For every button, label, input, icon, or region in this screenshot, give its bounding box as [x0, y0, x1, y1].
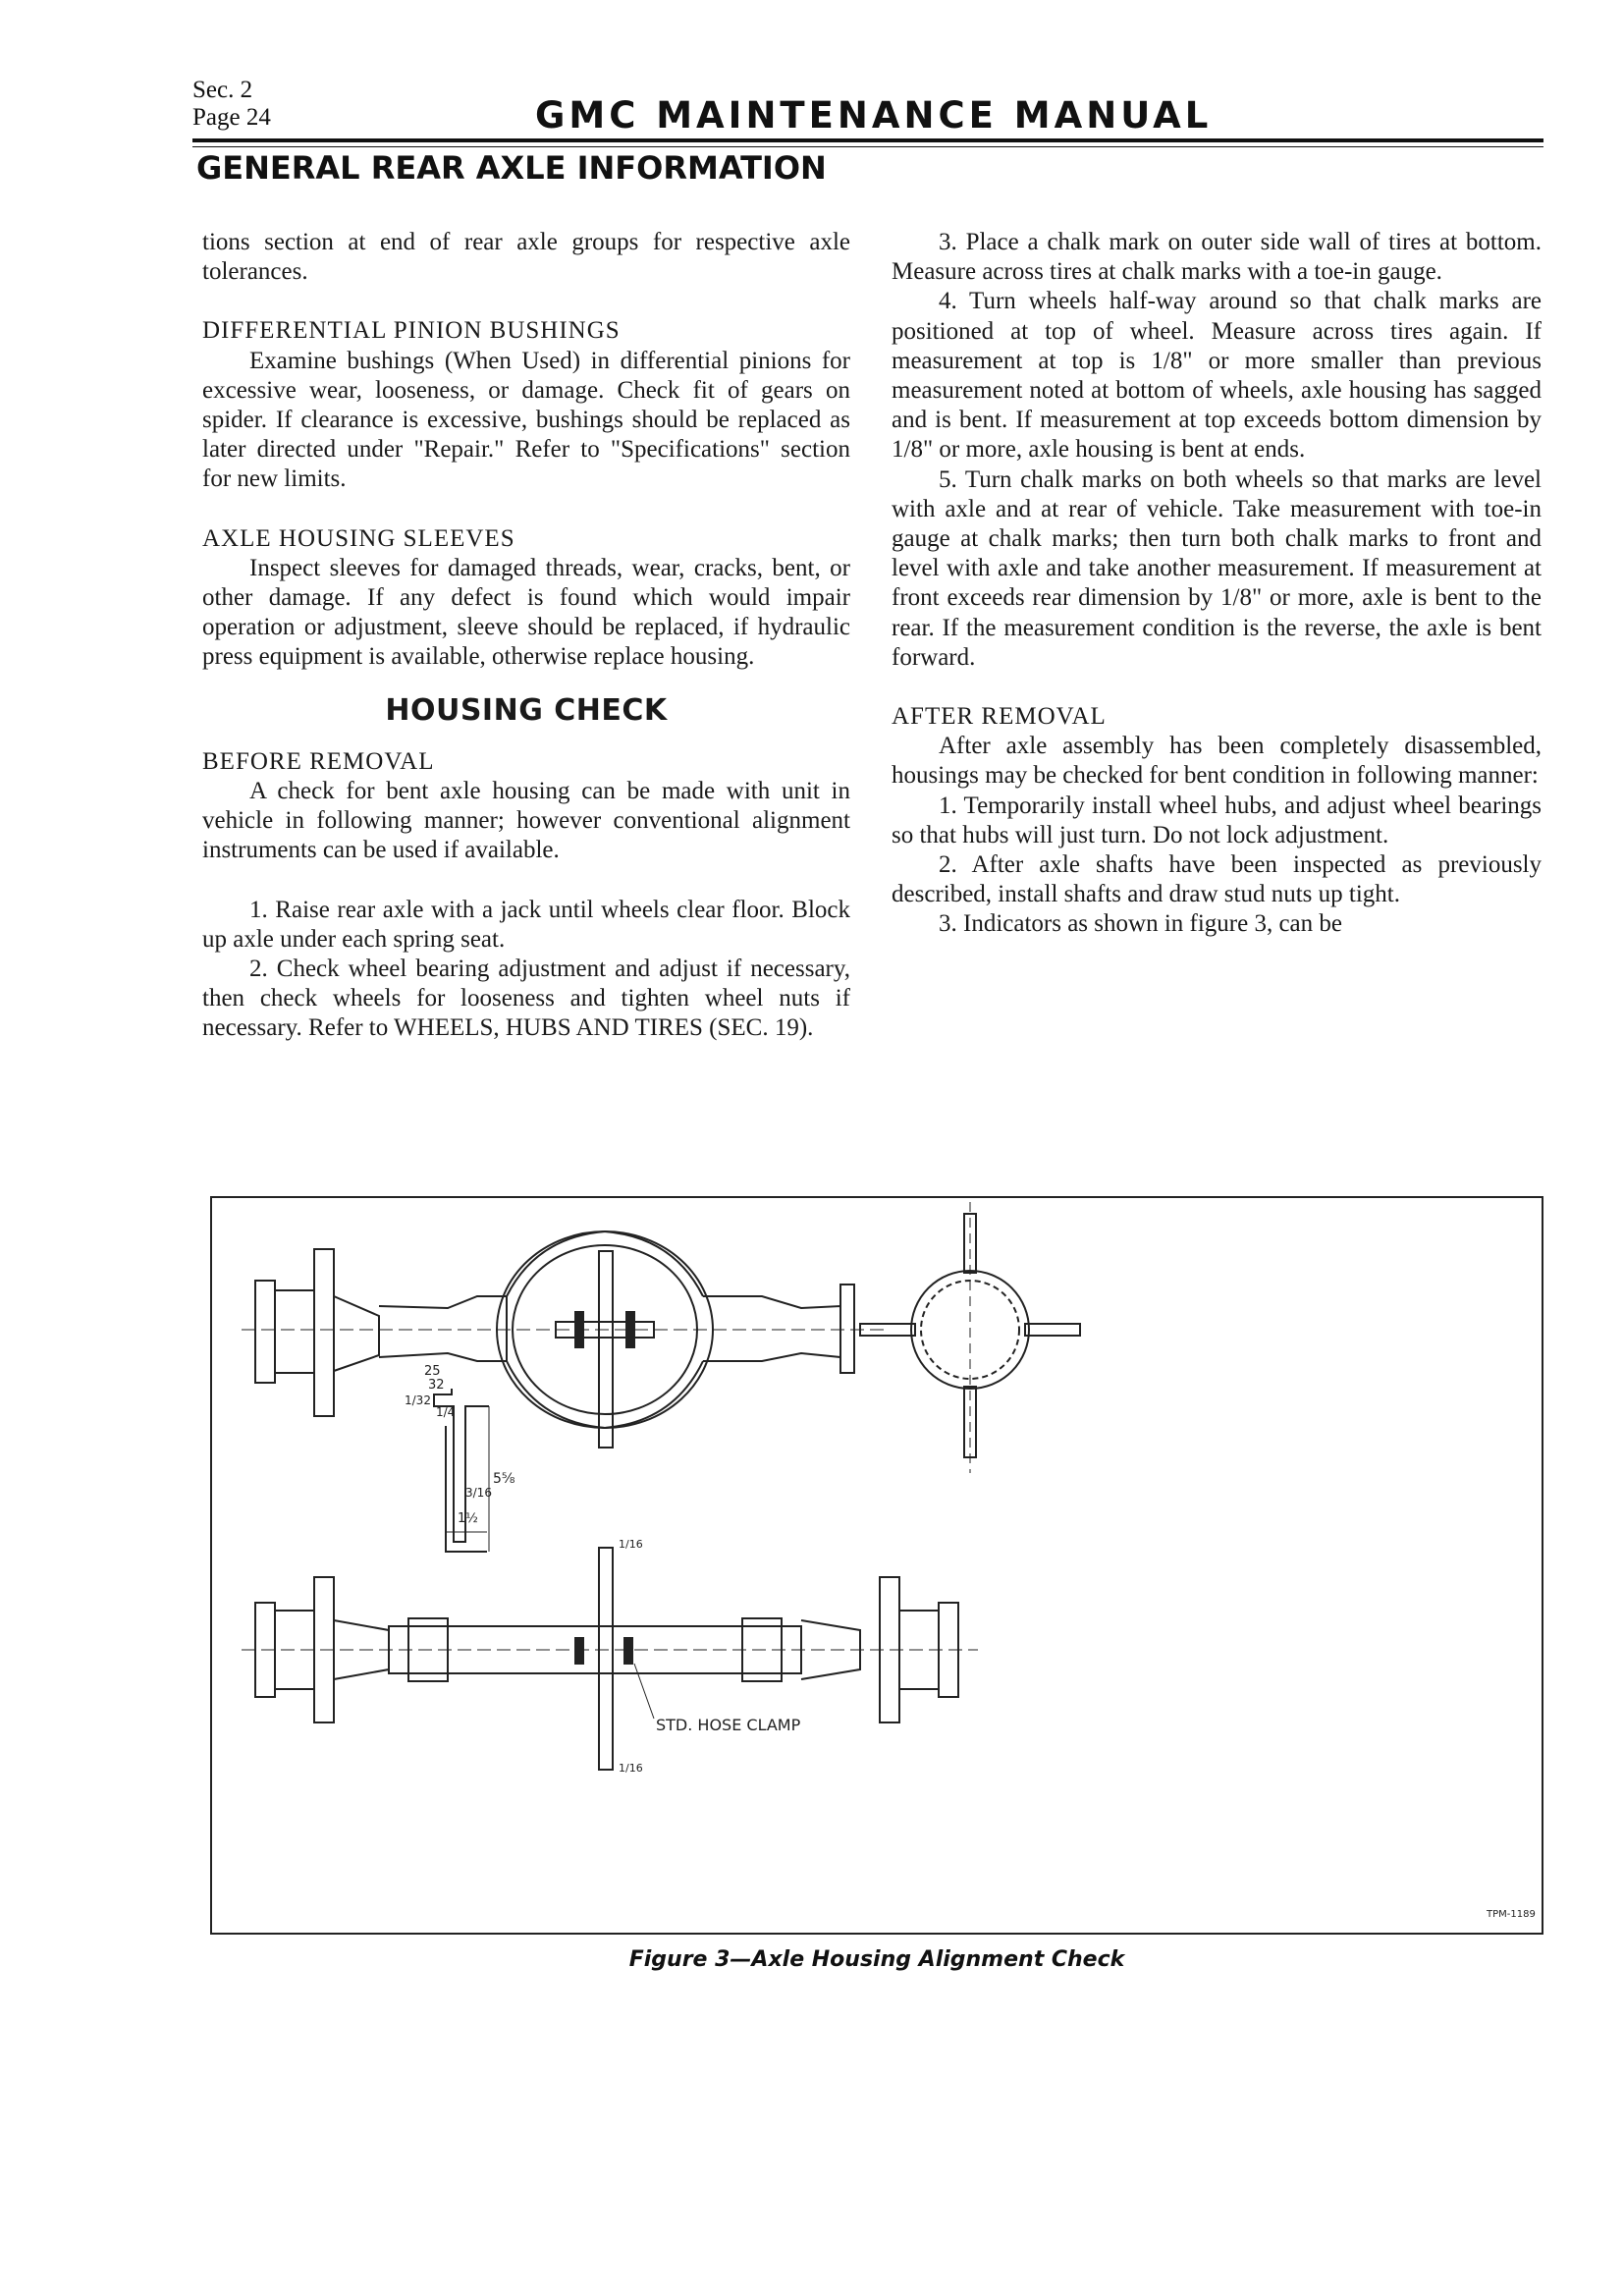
after-step-1: 1. Temporarily install wheel hubs, and adjust wheel bearings so that hubs will just turn. Do not lock adjustment. [892, 792, 1542, 848]
before-removal-heading: BEFORE REMOVAL [202, 747, 435, 775]
end-view-assembly [860, 1202, 1080, 1473]
clamp-left-bottom [575, 1638, 583, 1664]
left-column [202, 228, 850, 1044]
diff-pinion-text: Examine bushings (When Used) in differential pinions for excessive wear, looseness, or damage. Check fit of gears on spider. If clearance is excessive, bushings should be replaced as later directed under "Repair." Refer to "Specifications" section for new limits. [202, 347, 850, 493]
housing-lower-curve [507, 1361, 703, 1428]
dim-25-32-numerator: 25 [424, 1364, 441, 1379]
dim-1-16-bottom-label: 1/16 [619, 1762, 643, 1775]
dim-1-4-label: 1/4 [436, 1405, 456, 1419]
clamp-leader-line [634, 1664, 654, 1719]
right-flange-top [840, 1285, 854, 1373]
after-removal-text: After axle assembly has been completely disassembled, housings may be checked for bent condition in following manner: [892, 733, 1542, 790]
housing-check-heading: HOUSING CHECK [385, 692, 668, 728]
dim-1-1-2-label: 1½ [458, 1511, 478, 1526]
axle-alignment-drawing [212, 1198, 1542, 1933]
after-step-3: 3. Indicators as shown in figure 3, can be [939, 910, 1342, 938]
after-step-2: 2. After axle shafts have been inspected as previously described, install shafts and draw stud nuts up tight. [892, 851, 1542, 908]
intro-paragraph: tions section at end of rear axle groups for respective axle tolerances. [202, 229, 850, 286]
top-axle-assembly [242, 1231, 890, 1448]
section-number: Sec. 2 [192, 77, 253, 103]
page-number: Page 24 [192, 104, 271, 131]
housing-upper-curve [507, 1231, 703, 1296]
left-tube-top [379, 1296, 507, 1361]
dim-25-32-denominator: 32 [428, 1378, 445, 1393]
left-spring-seat-top [334, 1296, 379, 1371]
manual-title: GMC MAINTENANCE MANUAL [535, 94, 1213, 137]
left-brake-drum-top [314, 1249, 334, 1416]
figure-code: TPM-1189 [1487, 1909, 1536, 1920]
dim-1-32-label: 1/32 [405, 1394, 431, 1407]
indicator-bar-top [599, 1251, 613, 1448]
axle-sleeves-heading: AXLE HOUSING SLEEVES [202, 524, 515, 552]
indicator-bar-bottom [599, 1548, 613, 1770]
header-rule-thin [192, 146, 1543, 147]
bottom-axle-assembly [242, 1538, 978, 1775]
end-view-arm-right [1025, 1324, 1080, 1336]
right-column [892, 228, 1542, 940]
dim-1-16-top-label: 1/16 [619, 1538, 643, 1551]
before-step-2: 2. Check wheel bearing adjustment and adjust if necessary, then check wheels for looseness and tighten wheel nuts if necessary. Refer to WHEELS, HUBS AND TIRES (SEC. 19). [202, 956, 850, 1042]
axle-sleeves-text: Inspect sleeves for damaged threads, wear, cracks, bent, or other damage. If any defect is found which would impair operation or adjustment, sleeve should be replaced, if hydraulic press equipment is available, otherwise replace housing. [202, 554, 850, 671]
left-hub-flange-top [255, 1281, 275, 1383]
after-removal-heading: AFTER REMOVAL [892, 703, 1107, 731]
header-rule-thick [192, 138, 1543, 142]
std-hose-clamp-label: STD. HOSE CLAMP [656, 1716, 801, 1734]
before-step-5: 5. Turn chalk marks on both wheels so that marks are level with axle and at rear of vehicle. Take measurement with toe-in gauge at chalk marks; then turn both chalk marks to front and level with axle and take another measurement. If measurement at front exceeds rear dimension by 1/8" or more, axle is bent to the rear. If the measurement condition is the reverse, the axle is bent forward. [892, 465, 1542, 671]
section-page-label [192, 77, 271, 132]
indicator-bracket-detail [405, 1364, 515, 1552]
left-hub-top [275, 1290, 314, 1373]
dim-3-16-label: 3/16 [465, 1486, 492, 1500]
diff-pinion-heading: DIFFERENTIAL PINION BUSHINGS [202, 317, 621, 345]
before-step-1: 1. Raise rear axle with a jack until wheels clear floor. Block up axle under each spring seat. [202, 896, 850, 953]
before-step-3: 3. Place a chalk mark on outer side wall of tires at bottom. Measure across tires at chalk marks with a toe-in gauge. [892, 229, 1542, 286]
before-removal-text: A check for bent axle housing can be made with unit in vehicle in following manner; however conventional alignment instruments can be used if available. [202, 778, 850, 864]
right-tube-top [703, 1296, 840, 1361]
figure-3-box [210, 1196, 1543, 1935]
before-step-4: 4. Turn wheels half-way around so that chalk marks are positioned at top of wheel. Measure across tires again. If measurement at top is 1/8" or more smaller than previous measurement noted at bottom of wheels, axle housing has sagged and is bent. If measurement at top exceeds bottom dimension by 1/8" or more, axle housing is bent at ends. [892, 288, 1542, 464]
section-title: GENERAL REAR AXLE INFORMATION [196, 149, 827, 187]
end-view-arm-left [860, 1324, 915, 1336]
dim-5-5-8-label: 5⅝ [493, 1471, 515, 1487]
clamp-right-bottom [624, 1638, 632, 1664]
figure-caption: Figure 3—Axle Housing Alignment Check [628, 1947, 1125, 1972]
